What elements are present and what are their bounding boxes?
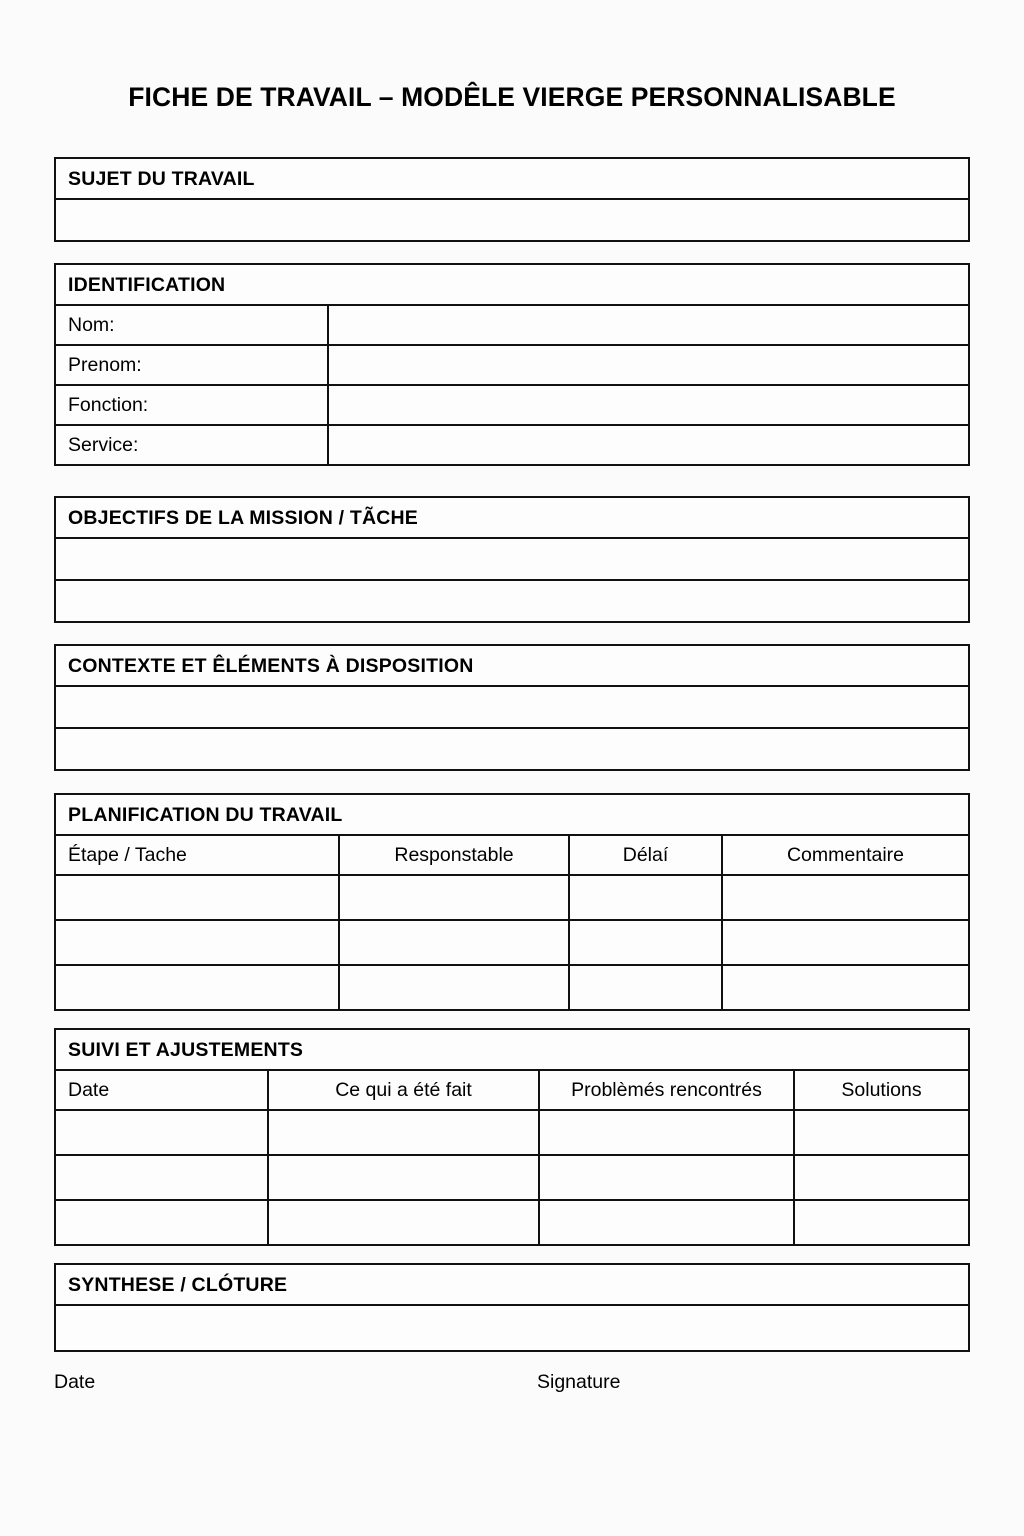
- plan-cell-commentaire[interactable]: [721, 921, 968, 964]
- objectifs-input-cell-1[interactable]: [56, 539, 968, 579]
- contexte-input-cell-2[interactable]: [56, 729, 968, 769]
- field-value-fonction[interactable]: [327, 386, 968, 424]
- section-header-row: [56, 498, 968, 537]
- suivi-cell-fait[interactable]: [267, 1156, 538, 1199]
- section-objectifs: [54, 496, 970, 623]
- section-identification: [54, 263, 970, 466]
- section-header-row: [56, 646, 968, 685]
- objectifs-input-row[interactable]: [56, 537, 968, 579]
- sujet-input-row[interactable]: [56, 198, 968, 240]
- plan-cell-delai[interactable]: [568, 876, 721, 919]
- suivi-cell-solutions[interactable]: [793, 1156, 968, 1199]
- column-header-responstable: Responstable: [338, 836, 568, 874]
- table-row: [56, 1109, 968, 1154]
- section-header-row: [56, 1265, 968, 1304]
- footer-signature-label: Signature: [537, 1371, 621, 1393]
- sujet-input-cell[interactable]: [56, 200, 968, 240]
- plan-cell-etape[interactable]: [56, 921, 338, 964]
- plan-cell-responstable[interactable]: [338, 966, 568, 1009]
- column-header-solutions: Solutions: [793, 1071, 968, 1109]
- objectifs-input-row[interactable]: [56, 579, 968, 621]
- table-row: [56, 1199, 968, 1244]
- section-suivi: [54, 1028, 970, 1246]
- suivi-cell-date[interactable]: [56, 1156, 267, 1199]
- section-planification: [54, 793, 970, 1011]
- table-row: [56, 384, 968, 424]
- section-heading-sujet: SUJET DU TRAVAIL: [68, 168, 255, 190]
- field-value-service[interactable]: [327, 426, 968, 464]
- plan-cell-commentaire[interactable]: [721, 966, 968, 1009]
- synthese-input-cell[interactable]: [56, 1306, 968, 1350]
- section-contexte: [54, 644, 970, 771]
- contexte-input-row[interactable]: [56, 727, 968, 769]
- field-value-nom[interactable]: [327, 306, 968, 344]
- plan-cell-etape[interactable]: [56, 966, 338, 1009]
- section-synthese: [54, 1263, 970, 1352]
- column-header-ce-qui-a-ete-fait: Ce qui a été fait: [267, 1071, 538, 1109]
- field-value-prenom[interactable]: [327, 346, 968, 384]
- plan-cell-responstable[interactable]: [338, 876, 568, 919]
- column-header-date: Date: [68, 1079, 110, 1102]
- field-label-nom: Nom:: [68, 314, 115, 337]
- plan-cell-commentaire[interactable]: [721, 876, 968, 919]
- suivi-cell-date[interactable]: [56, 1201, 267, 1244]
- contexte-input-row[interactable]: [56, 685, 968, 727]
- suivi-cell-solutions[interactable]: [793, 1201, 968, 1244]
- table-row: [56, 964, 968, 1009]
- section-heading-synthese: SYNTHESE / CLÓTURE: [68, 1274, 288, 1296]
- section-heading-objectifs: OBJECTIFS DE LA MISSION / TÃCHE: [68, 507, 419, 529]
- plan-cell-delai[interactable]: [568, 921, 721, 964]
- table-row: [56, 304, 968, 344]
- table-header-row: [56, 1069, 968, 1109]
- section-sujet-du-travail: [54, 157, 970, 242]
- field-label-service: Service:: [68, 434, 139, 457]
- column-header-delai: Délaí: [568, 836, 721, 874]
- table-row: [56, 424, 968, 464]
- plan-cell-delai[interactable]: [568, 966, 721, 1009]
- table-row: [56, 344, 968, 384]
- section-header-row: [56, 1030, 968, 1069]
- objectifs-input-cell-2[interactable]: [56, 581, 968, 621]
- table-row: [56, 874, 968, 919]
- column-header-problemes-rencontres: Problèmés rencontrés: [538, 1071, 793, 1109]
- suivi-cell-problemes[interactable]: [538, 1156, 793, 1199]
- suivi-cell-fait[interactable]: [267, 1201, 538, 1244]
- field-label-fonction: Fonction:: [68, 394, 149, 417]
- plan-cell-etape[interactable]: [56, 876, 338, 919]
- column-header-commentaire: Commentaire: [721, 836, 968, 874]
- contexte-input-cell-1[interactable]: [56, 687, 968, 727]
- table-header-row: [56, 834, 968, 874]
- page-title: FICHE DE TRAVAIL – MODÊLE VIERGE PERSONNALISABLE: [128, 82, 896, 112]
- footer-signature-area: [54, 1371, 970, 1401]
- suivi-cell-fait[interactable]: [267, 1111, 538, 1154]
- section-heading-planification: PLANIFICATION DU TRAVAIL: [68, 804, 343, 826]
- suivi-cell-problemes[interactable]: [538, 1111, 793, 1154]
- section-heading-contexte: CONTEXTE ET ÊLÉMENTS À DISPOSITION: [68, 655, 474, 677]
- plan-cell-responstable[interactable]: [338, 921, 568, 964]
- suivi-cell-problemes[interactable]: [538, 1201, 793, 1244]
- section-heading-suivi: SUIVI ET AJUSTEMENTS: [68, 1039, 304, 1061]
- synthese-input-row[interactable]: [56, 1304, 968, 1350]
- section-header-row: [56, 159, 968, 198]
- table-row: [56, 1154, 968, 1199]
- section-header-row: [56, 795, 968, 834]
- section-heading-identification: IDENTIFICATION: [68, 274, 226, 296]
- table-row: [56, 919, 968, 964]
- field-label-prenom: Prenom:: [68, 354, 142, 377]
- column-header-etape-tache: Étape / Tache: [68, 844, 187, 867]
- footer-date-label: Date: [54, 1371, 96, 1393]
- suivi-cell-date[interactable]: [56, 1111, 267, 1154]
- section-header-row: [56, 265, 968, 304]
- suivi-cell-solutions[interactable]: [793, 1111, 968, 1154]
